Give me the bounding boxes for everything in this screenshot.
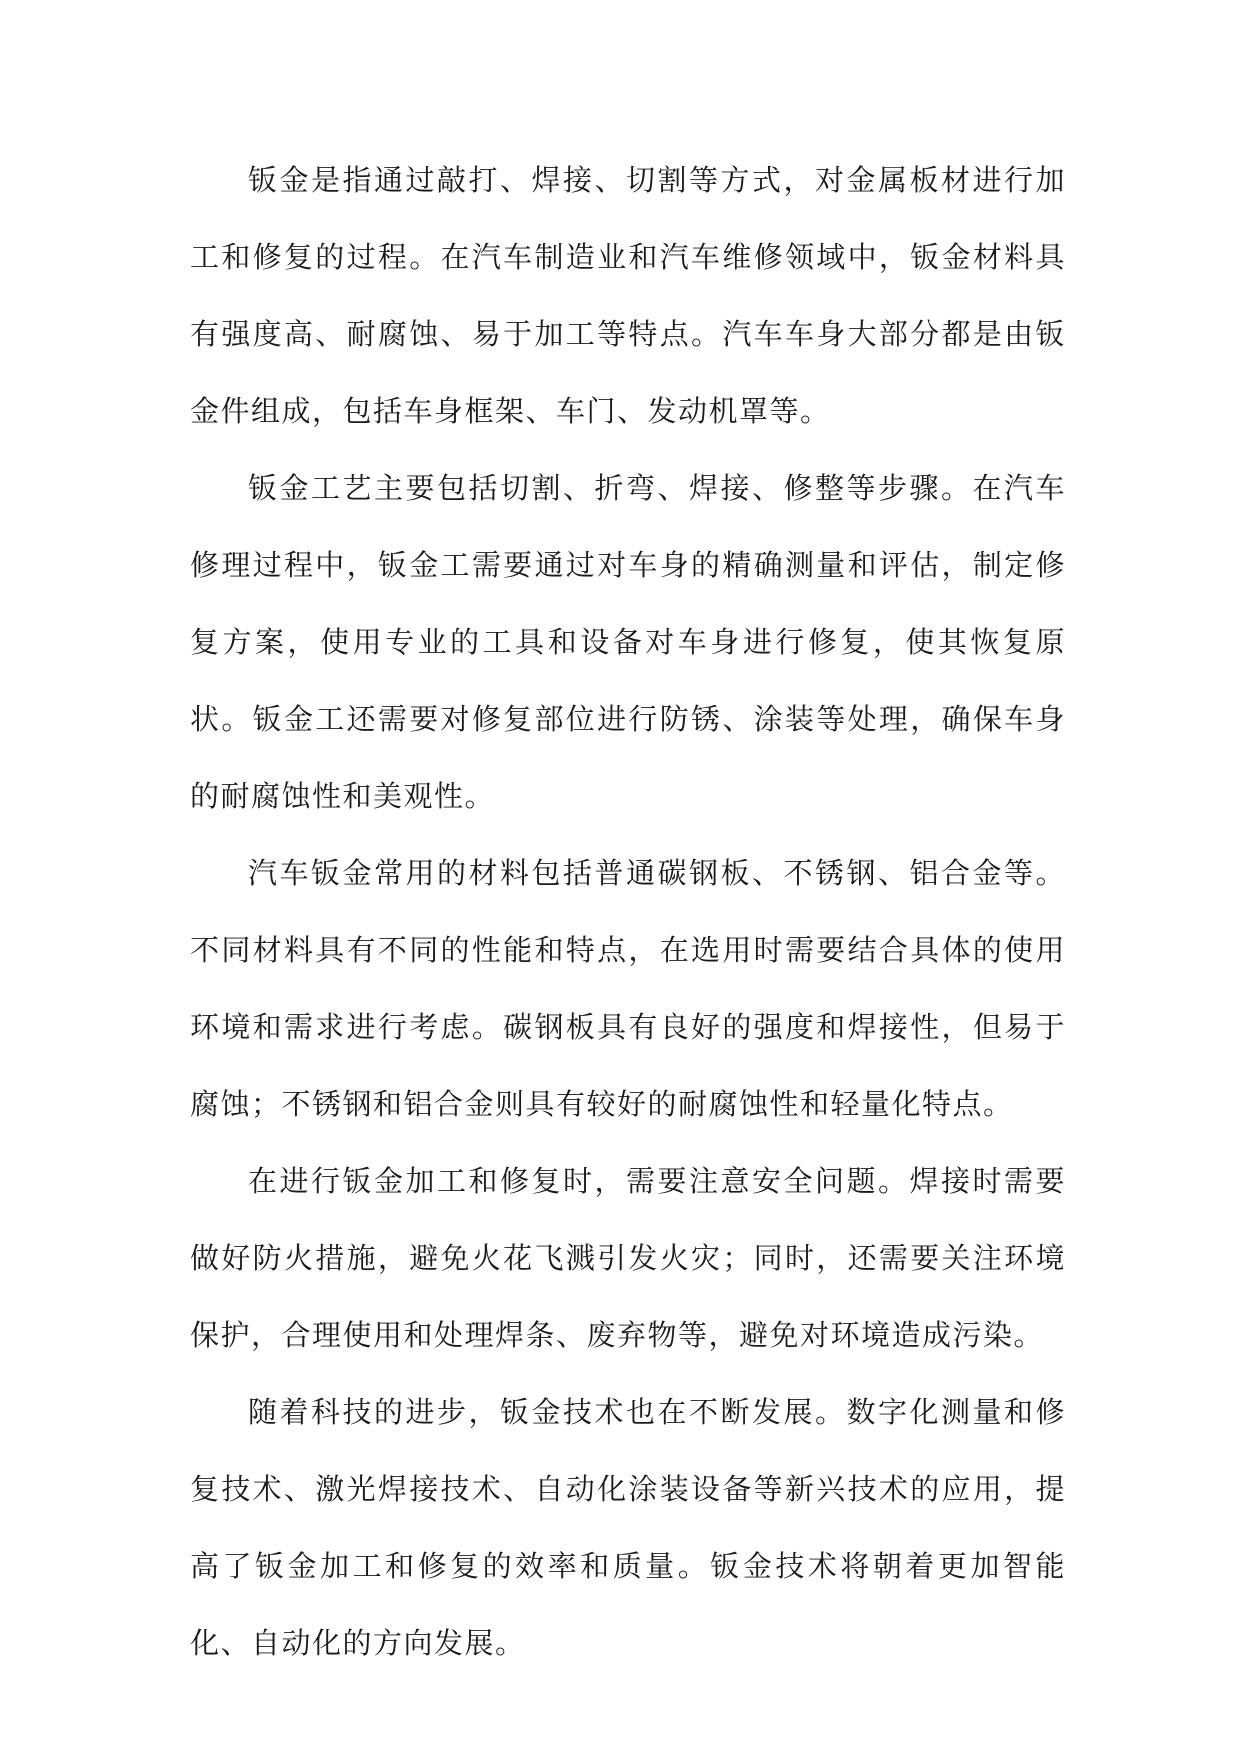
paragraph-sheet-metal-definition: 钣金是指通过敲打、焊接、切割等方式，对金属板材进行加工和修复的过程。在汽车制造业和汽车维修领域中，钣金材料具有强度高、耐腐蚀、易于加工等特点。汽车车身大部分都是由钣金件组成，包括车身框架、车门、发动机罩等。 bbox=[190, 163, 1066, 428]
paragraph-sheet-metal-process: 钣金工艺主要包括切割、折弯、焊接、修整等步骤。在汽车修理过程中，钣金工需要通过对车身的精确测量和评估，制定修复方案，使用专业的工具和设备对车身进行修复，使其恢复原状。钣金工还需要对修复部位进行防锈、涂装等处理，确保车身的耐腐蚀性和美观性。 bbox=[190, 471, 1066, 813]
paragraph-safety: 在进行钣金加工和修复时，需要注意安全问题。焊接时需要做好防火措施，避免火花飞溅引发火灾；同时，还需要关注环境保护，合理使用和处理焊条、废弃物等，避免对环境造成污染。 bbox=[190, 1164, 1066, 1352]
paragraph-sheet-metal-materials: 汽车钣金常用的材料包括普通碳钢板、不锈钢、铝合金等。不同材料具有不同的性能和特点，在选用时需要结合具体的使用环境和需求进行考虑。碳钢板具有良好的强度和焊接性，但易于腐蚀；不锈钢和铝合金则具有较好的耐腐蚀性和轻量化特点。 bbox=[190, 856, 1066, 1121]
paragraph-technology-development: 随着科技的进步，钣金技术也在不断发展。数字化测量和修复技术、激光焊接技术、自动化涂装设备等新兴技术的应用，提高了钣金加工和修复的效率和质量。钣金技术将朝着更加智能化、自动化的方向发展。 bbox=[190, 1395, 1066, 1660]
document-body bbox=[190, 142, 1066, 1682]
